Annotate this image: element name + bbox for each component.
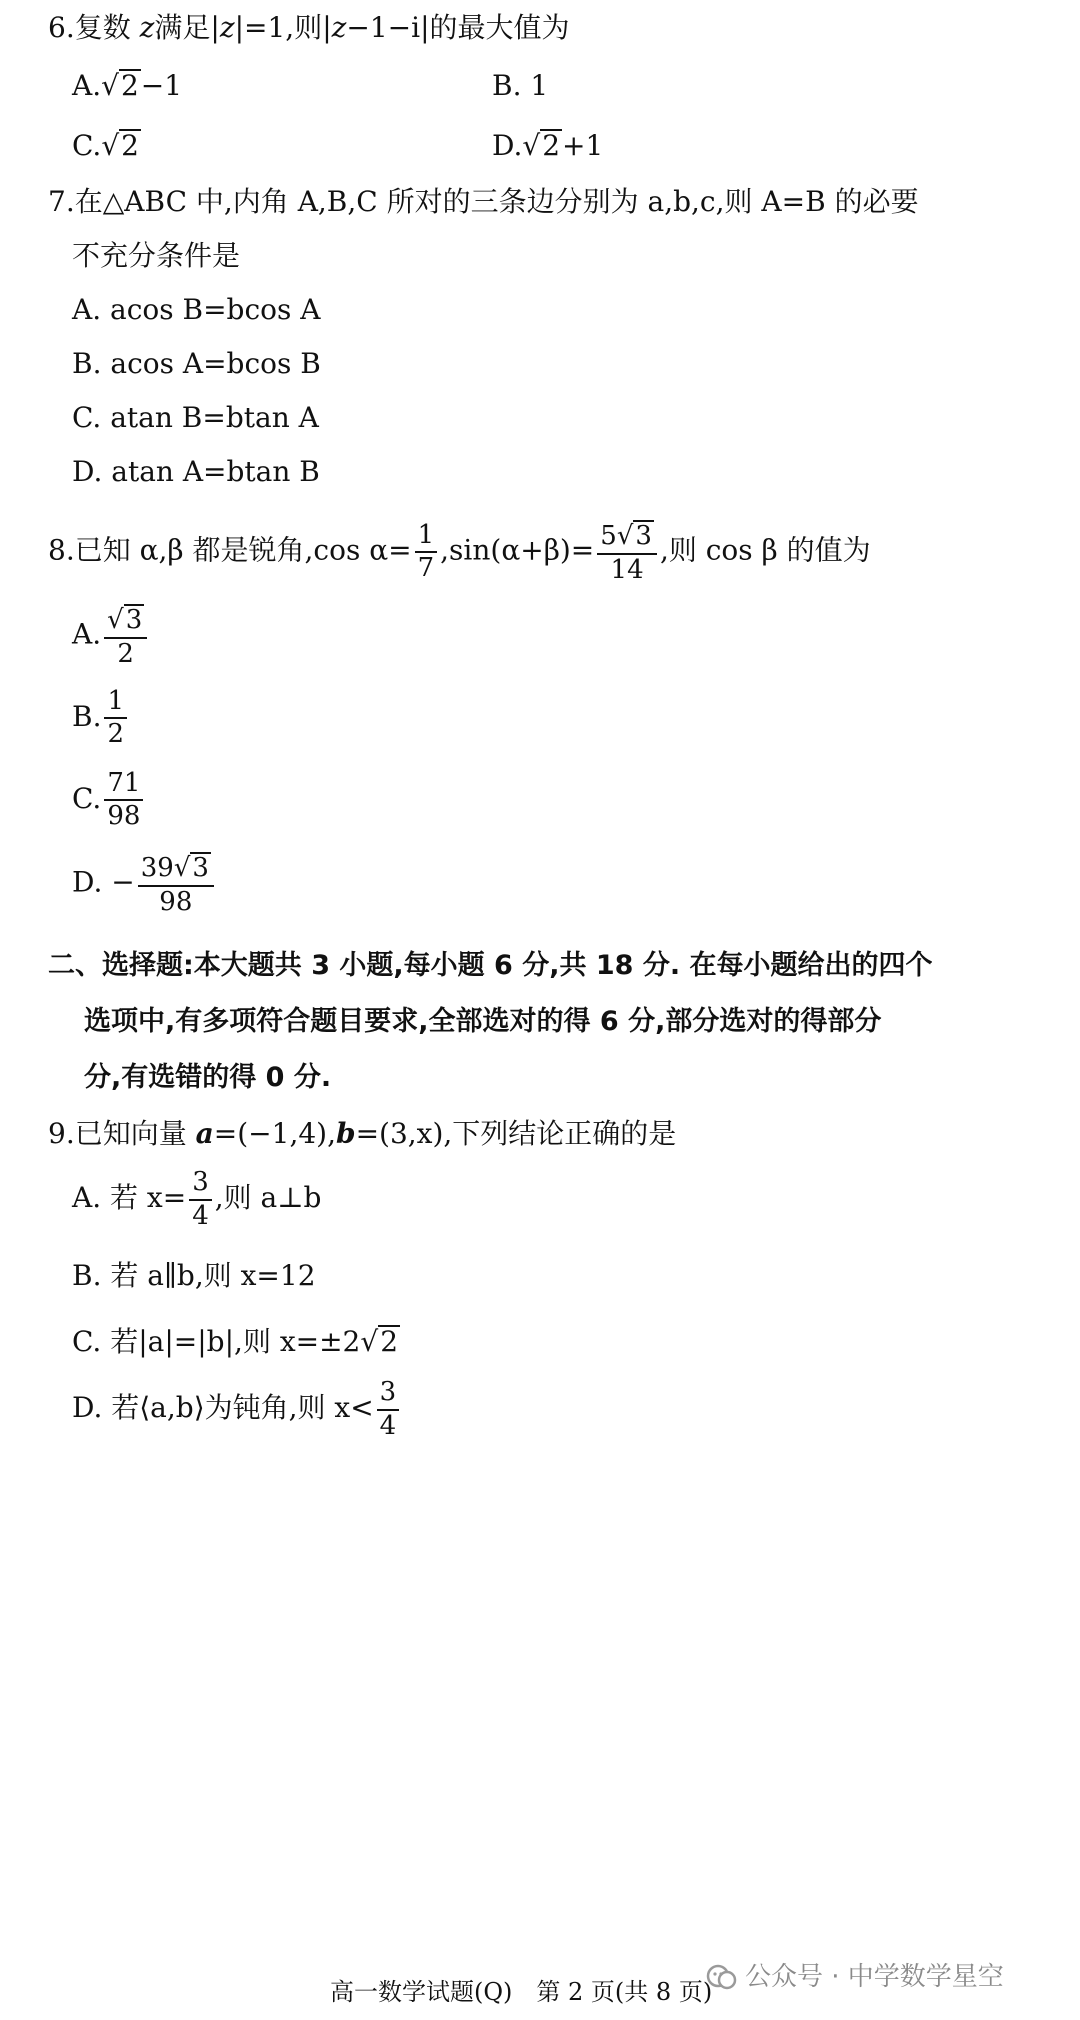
q8-option-b: B. $\frac{1}{2}$ [72,688,130,749]
q8-stem: 8.已知 α,β 都是锐角,cos α= $\frac{1}{7}$ ,sin(α+β)= $\frac{5√3}{14}$ ,则 cos β 的值为 [48,519,871,585]
q8-option-d: D. − $\frac{39√3}{98}$ [72,852,217,916]
q7-option-a: A. acos B=bcos A [72,293,321,326]
q9-stem: 9.已知向量 a=(−1,4),b=(3,x),下列结论正确的是 [48,1117,677,1150]
q7-option-d: D. atan A=btan B [72,455,320,488]
q6-option-d: D.√2+1 [492,129,604,162]
q8-sin-sum-fraction: $\frac{5√3}{14}$ [597,520,657,584]
q7-option-c: C. atan B=btan A [72,401,319,434]
q9-option-a: A. 若 x= $\frac{3}{4}$ ,则 a⊥b [72,1167,322,1231]
section2-heading-line2: 选项中,有多项符合题目要求,全部选对的得 6 分,部分选对的得部分 [84,1006,882,1037]
q9-option-d: D. 若⟨a,b⟩为钝角,则 x< $\frac{3}{4}$ [72,1378,402,1440]
q9-option-b: B. 若 a∥b,则 x=12 [72,1259,316,1292]
q8-option-a: A. $\frac{√3}{2}$ [72,604,150,668]
q7-option-b: B. acos A=bcos B [72,347,321,380]
q7-stem-line2: 不充分条件是 [72,239,241,272]
q8-cos-alpha-fraction: $\frac{1}{7}$ [415,522,438,583]
q9-option-c: C. 若|a|=|b|,则 x=±2√2 [72,1325,399,1358]
q6-option-b: B. 1 [492,69,549,102]
section2-heading-line1: 二、选择题:本大题共 3 小题,每小题 6 分,共 18 分. 在每小题给出的四个 [48,950,933,981]
q7-stem-line1: 7.在△ABC 中,内角 A,B,C 所对的三条边分别为 a,b,c,则 A=B 的必要 [48,185,919,218]
page-footer: 高一数学试题(Q) 第 2 页(共 8 页) [330,1978,713,2006]
wechat-icon [705,1961,739,1995]
q6-stem: 6.复数 z满足|z|=1,则|z−1−i|的最大值为 [48,11,570,44]
q8-option-c: C. $\frac{71}{98}$ [72,770,146,831]
q6-option-a: A.√2−1 [72,69,183,102]
section2-heading-line3: 分,有选错的得 0 分. [84,1062,332,1093]
watermark-text: 公众号 · 中学数学星空 [745,1962,1004,1992]
watermark [705,1956,1004,1995]
q6-option-c: C.√2 [72,129,139,162]
